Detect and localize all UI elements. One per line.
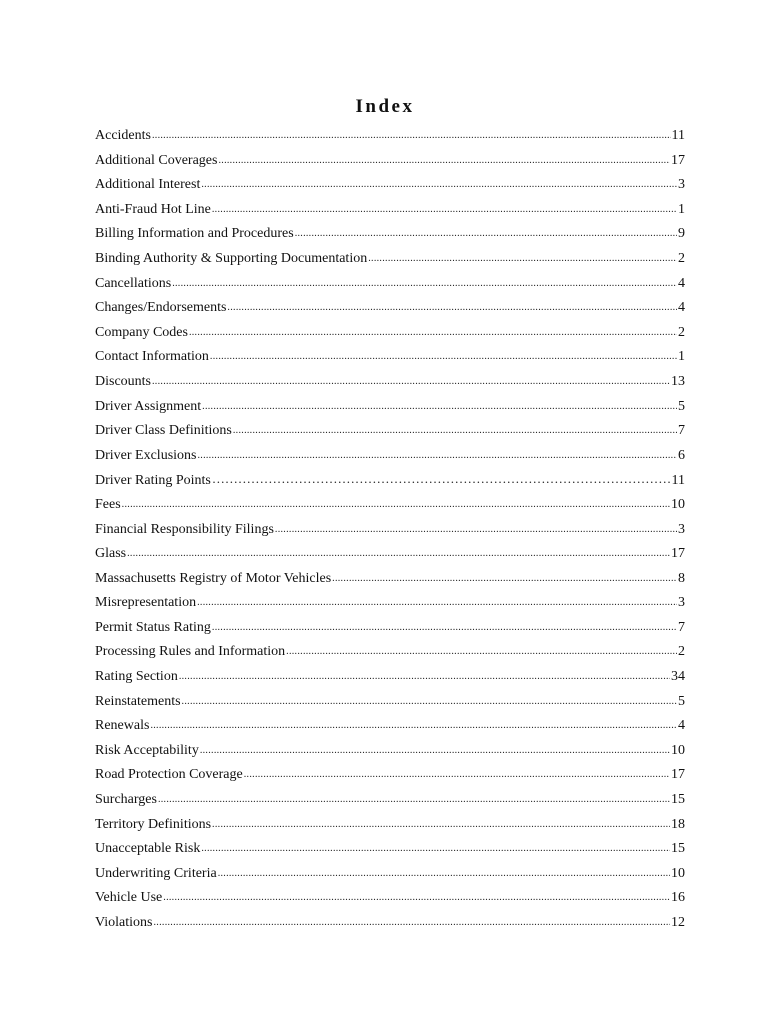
index-entry — [95, 321, 685, 346]
index-entry-page: 10 — [671, 865, 685, 881]
index-entry-page: 18 — [671, 816, 685, 832]
dot-leader — [154, 910, 671, 936]
dot-leader — [227, 295, 677, 321]
index-entry-label: Anti-Fraud Hot Line — [95, 201, 211, 217]
index-entry-label: Driver Class Definitions — [95, 423, 232, 439]
dot-leader — [182, 689, 677, 715]
dot-leader — [202, 394, 677, 420]
dot-leader — [150, 713, 677, 739]
dot-leader — [152, 369, 670, 395]
dot-leader — [201, 836, 670, 862]
index-entry-page: 4 — [678, 275, 685, 291]
index-entry-page: 2 — [678, 324, 685, 340]
index-entry — [95, 198, 685, 223]
index-entry-label: Permit Status Rating — [95, 619, 211, 635]
index-entry-page: 6 — [678, 447, 685, 463]
index-entry-label: Billing Information and Procedures — [95, 226, 294, 242]
index-entry — [95, 124, 685, 149]
index-list — [95, 124, 685, 936]
index-entry-label: Cancellations — [95, 275, 172, 291]
index-entry-page: 3 — [678, 177, 685, 193]
dot-leader — [212, 615, 677, 641]
index-entry-label: Glass — [95, 546, 127, 562]
index-entry-page: 2 — [678, 644, 685, 660]
index-entry — [95, 395, 685, 420]
index-entry-label: Risk Acceptability — [95, 742, 199, 758]
index-entry-label: Violations — [95, 915, 153, 930]
dot-leader — [212, 812, 670, 838]
index-entry-page: 11 — [671, 473, 685, 489]
dot-leader — [200, 738, 670, 764]
index-entry — [95, 149, 685, 174]
index-entry-page: 7 — [678, 423, 685, 439]
dot-leader — [286, 639, 677, 665]
index-entry-label: Processing Rules and Information — [95, 644, 286, 660]
index-entry-page: 12 — [671, 915, 685, 930]
index-entry-label: Vehicle Use — [95, 890, 163, 906]
index-entry — [95, 567, 685, 592]
dot-leader — [152, 123, 671, 149]
page-title: Index — [355, 96, 415, 117]
index-entry-page: 17 — [671, 546, 685, 562]
index-entry-page: 5 — [678, 693, 685, 709]
dot-leader — [218, 148, 670, 174]
dot-leader — [212, 197, 677, 223]
dot-leader — [210, 344, 677, 370]
index-entry-label: Surcharges — [95, 792, 157, 808]
index-entry-label: Territory Definitions — [95, 816, 212, 832]
index-entry — [95, 370, 685, 395]
index-entry — [95, 837, 685, 862]
dot-leader — [275, 517, 677, 543]
index-entry — [95, 616, 685, 641]
index-entry — [95, 911, 685, 936]
index-entry — [95, 542, 685, 567]
index-entry-label: Driver Rating Points — [95, 473, 211, 489]
dot-leader — [212, 467, 671, 493]
index-entry-page: 5 — [678, 398, 685, 414]
index-entry-page: 3 — [678, 521, 685, 537]
index-entry — [95, 493, 685, 518]
index-entry — [95, 591, 685, 616]
index-entry — [95, 468, 685, 493]
dot-leader — [189, 320, 677, 346]
index-entry-label: Financial Responsibility Filings — [95, 521, 274, 537]
index-entry-page: 4 — [678, 718, 685, 734]
index-entry-page: 10 — [671, 742, 685, 758]
index-entry-page: 34 — [671, 669, 685, 685]
index-entry-label: Renewals — [95, 718, 150, 734]
dot-leader — [244, 762, 670, 788]
index-entry — [95, 296, 685, 321]
dot-leader — [332, 566, 677, 592]
index-entry — [95, 813, 685, 838]
index-entry-label: Fees — [95, 496, 121, 512]
dot-leader — [172, 271, 677, 297]
index-entry-label: Rating Section — [95, 669, 178, 685]
index-entry-label: Road Protection Coverage — [95, 767, 243, 783]
index-entry — [95, 444, 685, 469]
index-entry-label: Company Codes — [95, 324, 188, 340]
index-entry-label: Unacceptable Risk — [95, 841, 201, 857]
index-entry-label: Reinstatements — [95, 693, 181, 709]
index-entry-page: 17 — [671, 767, 685, 783]
dot-leader — [127, 541, 670, 567]
index-entry — [95, 272, 685, 297]
index-entry-page: 16 — [671, 890, 685, 906]
index-entry — [95, 419, 685, 444]
index-entry-page: 4 — [678, 300, 685, 316]
index-entry-page: 1 — [678, 349, 685, 365]
dot-leader — [122, 492, 670, 518]
index-entry-label: Additional Coverages — [95, 152, 218, 168]
index-entry-label: Additional Interest — [95, 177, 201, 193]
index-entry-label: Massachusetts Registry of Motor Vehicles — [95, 570, 332, 586]
index-entry-label: Underwriting Criteria — [95, 865, 217, 881]
index-entry — [95, 518, 685, 543]
index-entry-page: 8 — [678, 570, 685, 586]
index-entry-page: 3 — [678, 595, 685, 611]
index-entry — [95, 690, 685, 715]
index-entry-page: 15 — [671, 841, 685, 857]
index-entry — [95, 739, 685, 764]
index-entry-label: Accidents — [95, 128, 151, 143]
index-entry — [95, 665, 685, 690]
dot-leader — [218, 861, 670, 887]
index-entry-page: 7 — [678, 619, 685, 635]
dot-leader — [233, 418, 677, 444]
index-entry-label: Driver Assignment — [95, 398, 202, 414]
index-entry-page: 2 — [678, 250, 685, 266]
dot-leader — [179, 664, 670, 690]
index-entry — [95, 345, 685, 370]
dot-leader — [197, 443, 677, 469]
index-entry-label: Misrepresentation — [95, 595, 197, 611]
index-entry-page: 17 — [671, 152, 685, 168]
index-entry-label: Driver Exclusions — [95, 447, 197, 463]
dot-leader — [163, 885, 670, 911]
index-entry-label: Binding Authority & Supporting Documentation — [95, 250, 368, 266]
index-entry-page: 13 — [671, 373, 685, 389]
index-entry-label: Contact Information — [95, 349, 209, 365]
index-entry-page: 15 — [671, 792, 685, 808]
index-entry — [95, 886, 685, 911]
index-entry — [95, 862, 685, 887]
index-entry — [95, 640, 685, 665]
index-entry — [95, 247, 685, 272]
index-entry — [95, 173, 685, 198]
dot-leader — [295, 221, 677, 247]
index-entry-page: 10 — [671, 496, 685, 512]
index-entry-page: 1 — [678, 201, 685, 217]
index-entry-label: Discounts — [95, 373, 151, 389]
index-entry-page: 9 — [678, 226, 685, 242]
index-entry-page: 11 — [671, 128, 685, 143]
index-entry-label: Changes/Endorsements — [95, 300, 227, 316]
dot-leader — [158, 787, 670, 813]
index-entry — [95, 763, 685, 788]
index-entry — [95, 222, 685, 247]
index-entry — [95, 788, 685, 813]
dot-leader — [197, 590, 677, 616]
dot-leader — [201, 172, 677, 198]
index-entry — [95, 714, 685, 739]
dot-leader — [368, 246, 677, 272]
